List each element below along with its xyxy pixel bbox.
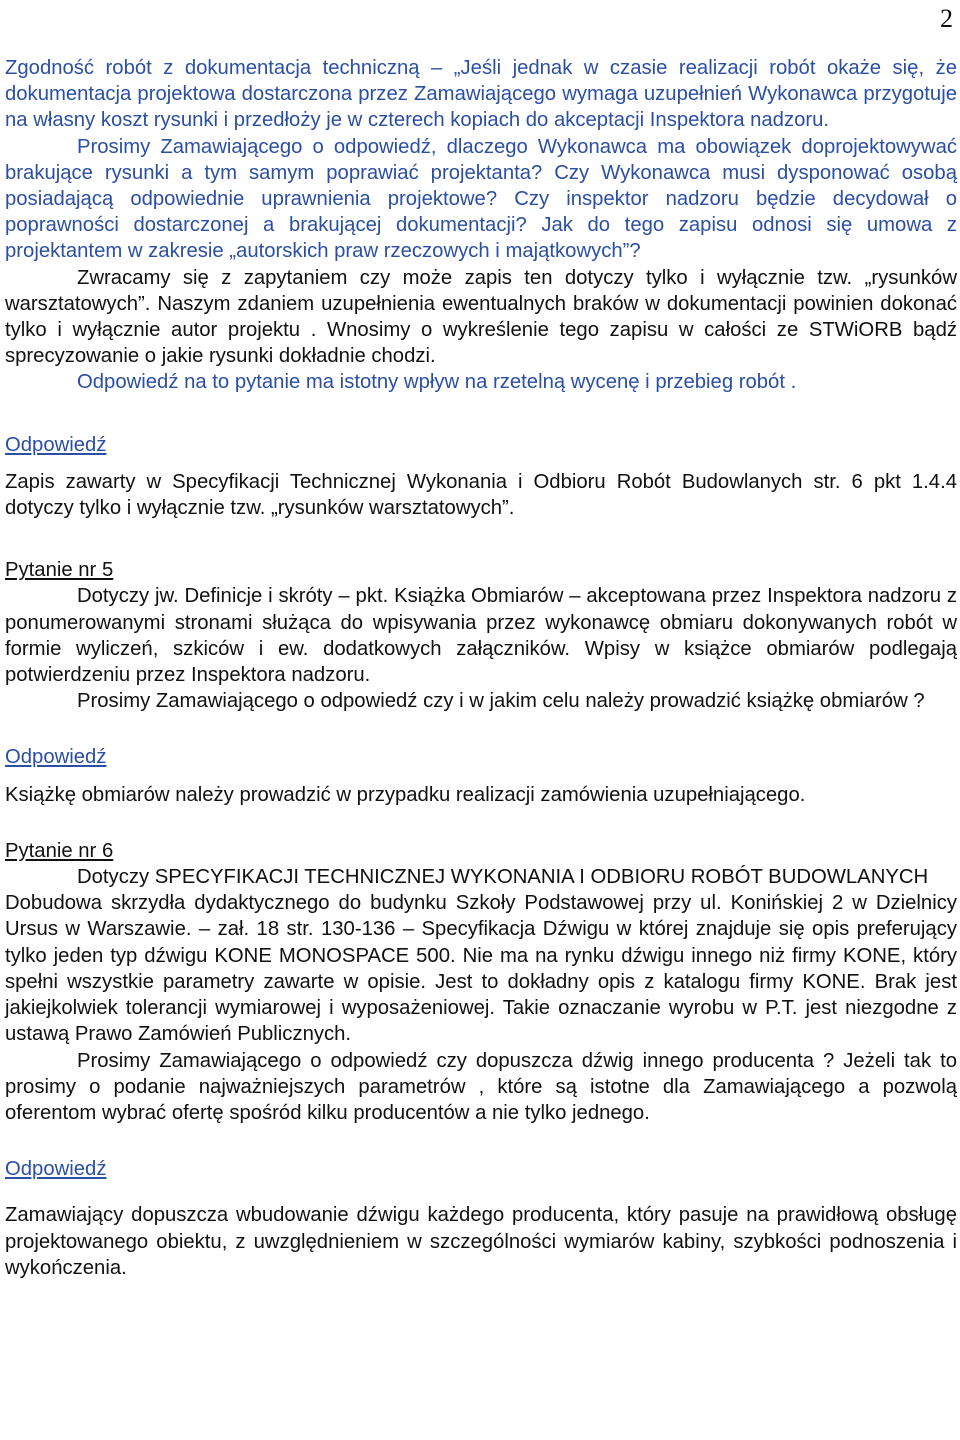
intro-paragraph-3: Zwracamy się z zapytaniem czy może zapis ten dotyczy tylko i wyłącznie tzw. „rysunków warsztatowych”. Naszym zdaniem uzupełnienia ewentualnych braków w dokumentacji powinien dokonać tylko i wyłącznie autor projektu . Wnosimy o wykreślenie tego zapisu w całości ze STWiORB bądź sprecyzowanie o jakie rysunki dokładnie chodzi. bbox=[5, 266, 957, 368]
answer-6-heading: Odpowiedź bbox=[5, 1158, 107, 1181]
question-5-paragraph-2: Prosimy Zamawiającego o odpowiedź czy i w jakim celu należy prowadzić książkę obmiarów ? bbox=[77, 690, 925, 713]
answer-6-text: Zamawiający dopuszcza wbudowanie dźwigu każdego producenta, który pasuje na prawidłową obsługę projektowanego obiektu, z uwzględnieniem w szczególności wymiarów kabiny, szybkości podnoszenia i wykończenia. bbox=[5, 1204, 957, 1279]
intro-paragraph-4: Odpowiedź na to pytanie ma istotny wpływ na rzetelną wycenę i przebieg robót . bbox=[77, 371, 797, 394]
answer-5-heading: Odpowiedź bbox=[5, 746, 107, 769]
intro-paragraph-1: Zgodność robót z dokumentacja techniczną – „Jeśli jednak w czasie realizacji robót okaże się, że dokumentacja projektowa dostarczona przez Zamawiającego wymaga uzupełnień Wykonawca przygotuje na własny koszt rysunki i przedłoży je w czterech kopiach do akceptacji Inspektora nadzoru. bbox=[5, 57, 957, 132]
question-5-heading: Pytanie nr 5 bbox=[5, 559, 114, 582]
page-content bbox=[5, 55, 957, 1281]
page-number: 2 bbox=[940, 4, 953, 33]
question-5-paragraph-1: Dotyczy jw. Definicje i skróty – pkt. Książka Obmiarów – akceptowana przez Inspektora nadzoru z ponumerowanymi stronami służąca do wpisywania przez wykonawcę obmiaru dokonywanych robót w formie wyliczeń, szkiców i ew. dodatkowych załączników. Wpisy w książce obmiarów podlegają potwierdzeniu przez Inspektora nadzoru. bbox=[5, 585, 957, 687]
answer-1-text: Zapis zawarty w Specyfikacji Technicznej Wykonania i Odbioru Robót Budowlanych str. 6 pkt 1.4.4 dotyczy tylko i wyłącznie tzw. „rysunków warsztatowych”. bbox=[5, 470, 957, 520]
intro-paragraph-2: Prosimy Zamawiającego o odpowiedź, dlaczego Wykonawca ma obowiązek doprojektowywać brakujące rysunki a tym samym poprawiać projektanta? Czy Wykonawca musi dysponować osobą posiadającą odpowiednie uprawnienia projektowe? Czy inspektor nadzoru będzie decydował o poprawności dostarczonej a brakującej dokumentacji? Jak do tego zapisu odnosi się umowa z projektantem w zakresie „autorskich praw rzeczowych i majątkowych”? bbox=[5, 135, 957, 263]
question-6-heading: Pytanie nr 6 bbox=[5, 839, 114, 862]
answer-5-text: Książkę obmiarów należy prowadzić w przypadku realizacji zamówienia uzupełniającego. bbox=[5, 783, 806, 806]
answer-1-heading: Odpowiedź bbox=[5, 433, 107, 456]
question-6-paragraph-2: Dobudowa skrzydła dydaktycznego do budynku Szkoły Podstawowej przy ul. Konińskiej 2 w Dzielnicy Ursus w Warszawie. – zał. 18 str. 130-136 – Specyfikacja Dźwigu w której znajduje się opis preferujący tylko jeden typ dźwigu KONE MONOSPACE 500. Nie ma na rynku dźwigu innego niż firmy KONE, który spełni wszystkie parametry zawarte w opisie. Jest to dokładny opis z katalogu firmy KONE. Brak jest jakiejkolwiek tolerancji wymiarowej i wyposażeniowej. Takie oznaczanie wyrobu w P.T. jest niezgodne z ustawą Prawo Zamówień Publicznych. bbox=[5, 892, 957, 1046]
question-6-paragraph-3: Prosimy Zamawiającego o odpowiedź czy dopuszcza dźwig innego producenta ? Jeżeli tak to prosimy o podanie najważniejszych parametrów , które są istotne dla Zamawiającego a pozwolą oferentom wybrać ofertę spośród kilku producentów a nie tylko jednego. bbox=[5, 1049, 957, 1124]
document-page bbox=[5, 0, 957, 1440]
question-6-paragraph-1: Dotyczy SPECYFIKACJI TECHNICZNEJ WYKONANIA I ODBIORU ROBÓT BUDOWLANYCH bbox=[77, 866, 929, 889]
